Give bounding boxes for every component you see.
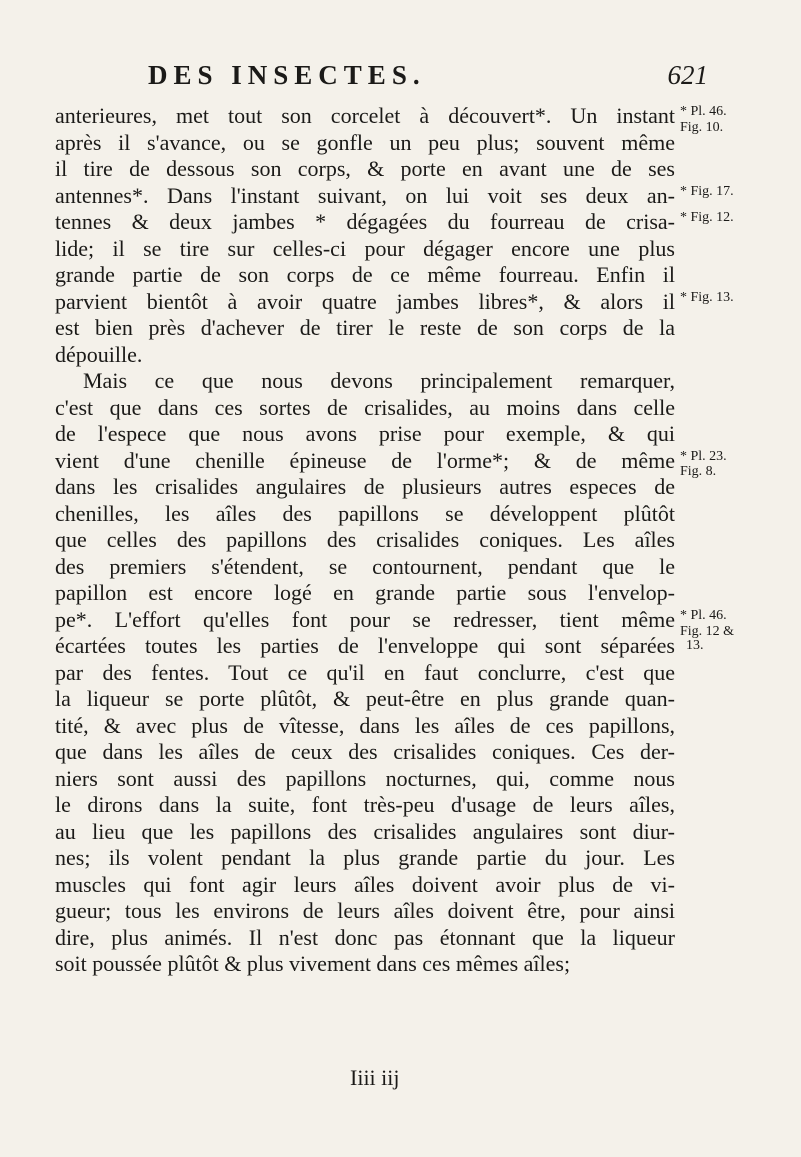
text-line: lide; il se tire sur celles-ci pour dégager encore une plus (55, 235, 675, 261)
text-line: papillon est encore logé en grande partie sous l'envelop- (55, 580, 675, 605)
text-line: que dans les aîles de ceux des crisalides coniques. Ces der- (55, 739, 675, 764)
text-line: de l'espece que nous avons prise pour exemple, & qui (55, 421, 675, 446)
text-line: écartées toutes les parties de l'enveloppe qui sont séparées (55, 633, 675, 658)
text-line: gueur; tous les environs de leurs aîles doivent être, pour ainsi (55, 898, 675, 923)
text-line: pe*. L'effort qu'elles font pour se redresser, tient même (55, 606, 675, 632)
margin-note: * Fig. 13. (680, 290, 734, 305)
text-line: dépouille. (55, 341, 143, 367)
text-line: c'est que dans ces sortes de crisalides, au moins dans celle (55, 394, 675, 420)
body-text (55, 103, 675, 978)
text-line: vient d'une chenille épineuse de l'orme*; & de même (55, 447, 675, 473)
running-title: DES INSECTES. (148, 60, 426, 90)
text-line: nes; ils volent pendant la plus grande partie du jour. Les (55, 845, 675, 870)
text-line: chenilles, les aîles des papillons se développent plûtôt (55, 500, 675, 526)
margin-note: Fig. 8. (680, 464, 717, 479)
text-line: Mais ce que nous devons principalement remarquer, (83, 368, 675, 393)
text-line: après il s'avance, ou se gonfle un peu plus; souvent même (55, 129, 675, 155)
text-line: niers sont aussi des papillons nocturnes, qui, comme nous (55, 765, 675, 791)
text-line: est bien près d'achever de tirer le reste de son corps de la (55, 315, 675, 340)
margin-note: 13. (686, 638, 704, 653)
margin-note: * Pl. 46. (680, 104, 727, 119)
text-line: que celles des papillons des crisalides coniques. Les aîles (55, 527, 675, 552)
text-line: soit poussée plûtôt & plus vivement dans ces mêmes aîles; (55, 951, 571, 976)
margin-note: Fig. 12 & (680, 624, 735, 639)
page-number: 621 (667, 60, 708, 90)
text-line: dans les crisalides angulaires de plusieurs autres especes de (55, 474, 675, 499)
text-line: dire, plus animés. Il n'est donc pas étonnant que la liqueur (55, 924, 675, 950)
text-line: anterieures, met tout son corcelet à découvert*. Un instant (55, 103, 675, 128)
text-line: par des fentes. Tout ce qu'il en faut conclurre, c'est que (55, 659, 675, 685)
text-line: au lieu que les papillons des crisalides angulaires sont diur- (55, 818, 675, 844)
text-line: parvient bientôt à avoir quatre jambes libres*, & alors il (55, 288, 675, 314)
text-line: muscles qui font agir leurs aîles doivent avoir plus de vi- (55, 871, 675, 897)
margin-note: * Fig. 17. (680, 184, 734, 199)
margin-note: * Fig. 12. (680, 210, 734, 225)
text-line: le dirons dans la suite, font très-peu d'usage de leurs aîles, (55, 792, 675, 817)
text-line: tité, & avec plus de vîtesse, dans les aîles de ces papillons, (55, 712, 675, 738)
text-line: la liqueur se porte plûtôt, & peut-être en plus grande quan- (55, 686, 675, 711)
text-line: grande partie de son corps de ce même fourreau. Enfin il (55, 262, 675, 287)
margin-note: * Pl. 23. (680, 449, 727, 464)
margin-note: * Pl. 46. (680, 608, 727, 623)
signature-mark: Iiii iij (350, 1065, 400, 1090)
text-line: des premiers s'étendent, se contournent, pendant que le (55, 553, 675, 579)
text-line: tennes & deux jambes * dégagées du fourreau de crisa- (55, 209, 675, 234)
text-line: antennes*. Dans l'instant suivant, on lui voit ses deux an- (55, 182, 675, 208)
text-line: il tire de dessous son corps, & porte en avant une de ses (55, 156, 675, 181)
margin-note: Fig. 10. (680, 120, 724, 135)
running-head (148, 60, 708, 98)
